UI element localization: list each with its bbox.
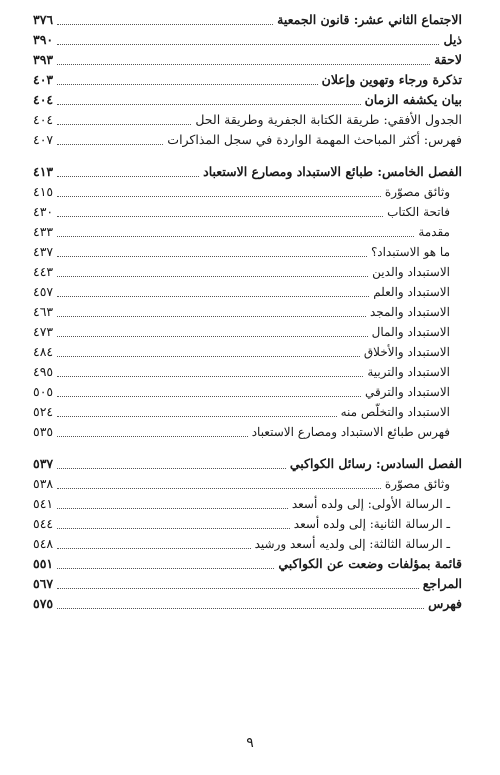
dot-leader xyxy=(57,256,367,257)
dot-leader xyxy=(57,64,430,65)
toc-entry[interactable] xyxy=(33,222,462,242)
toc-entry-title: بيان يكشفه الزمان xyxy=(364,92,462,107)
toc-entry-page-number: ٥٠٥ xyxy=(33,384,54,399)
toc-entry-page-number: ٥٣٨ xyxy=(33,476,54,491)
page-number: ٩ xyxy=(246,735,254,751)
toc-entry-page-number: ٤٣٠ xyxy=(33,204,54,219)
dot-leader xyxy=(57,356,360,357)
dot-leader xyxy=(57,336,367,337)
toc-entry-page-number: ٤٠٤ xyxy=(33,112,54,127)
toc-entry[interactable] xyxy=(33,242,462,262)
toc-section-end-matter xyxy=(33,554,462,614)
toc-entry-page-number: ٤٩٥ xyxy=(33,364,54,379)
toc-entry[interactable] xyxy=(33,282,462,302)
toc-entry-title: الاستبداد والدين xyxy=(372,265,450,279)
toc-entry-page-number: ٤٨٤ xyxy=(33,344,54,359)
toc-entry[interactable] xyxy=(33,10,462,30)
toc-entry[interactable] xyxy=(33,514,462,534)
dot-leader xyxy=(57,296,369,297)
toc-entry[interactable] xyxy=(33,382,462,402)
toc-entry-page-number: ٤٠٣ xyxy=(33,72,54,87)
toc-entry-page-number: ٣٩٠ xyxy=(33,32,54,47)
dot-leader xyxy=(57,236,414,237)
chapter-title: الفصل الخامس: طبائع الاستبداد ومصارع الاستعباد xyxy=(203,164,462,179)
toc-entry-title: وثائق مصوّرة xyxy=(384,185,450,199)
toc-entry-page-number: ٤٧٣ xyxy=(33,324,54,339)
toc-entry[interactable] xyxy=(33,362,462,382)
toc-entry[interactable] xyxy=(33,50,462,70)
toc-entry-title: فهرس طبائع الاستبداد ومصارع الاستعباد xyxy=(251,425,450,439)
dot-leader xyxy=(57,44,439,45)
toc-entry[interactable] xyxy=(33,70,462,90)
toc-entry[interactable] xyxy=(33,262,462,282)
toc-entry-page-number: ٥٥١ xyxy=(33,556,54,571)
toc-entry-title: وثائق مصوّرة xyxy=(384,477,450,491)
toc-entry-title: ـ الرسالة الثانية: إلى ولده أسعد xyxy=(293,517,450,531)
toc-section-appendices xyxy=(33,10,462,150)
toc-entry-title: الاستبداد والعلم xyxy=(373,285,450,299)
toc-entry-page-number: ٤٤٣ xyxy=(33,264,54,279)
toc-entry-title: تذكرة ورجاء وتهوين وإعلان xyxy=(321,72,462,87)
dot-leader xyxy=(57,508,288,509)
toc-entry[interactable] xyxy=(33,182,462,202)
dot-leader xyxy=(57,588,419,589)
toc-entry-page-number: ٣٩٣ xyxy=(33,52,54,67)
section-gap xyxy=(33,150,462,160)
toc-entry-title: الجدول الأفقي: طريقة الكتابة الجفرية وطريقة الحل xyxy=(195,112,462,127)
section-gap xyxy=(33,442,462,452)
dot-leader xyxy=(57,104,360,105)
toc-entry[interactable] xyxy=(33,130,462,150)
dot-leader xyxy=(57,608,424,609)
toc-entry[interactable] xyxy=(33,110,462,130)
dot-leader xyxy=(57,396,361,397)
toc-entry-title: الاستبداد والأخلاق xyxy=(363,345,450,359)
toc-entry-title: مقدمة xyxy=(418,225,450,239)
toc-entry[interactable] xyxy=(33,402,462,422)
dot-leader xyxy=(57,216,383,217)
toc-entry[interactable] xyxy=(33,202,462,222)
toc-entry-title: فهرس xyxy=(428,596,462,611)
toc-entry-title: ـ الرسالة الثالثة: إلى ولديه أسعد ورشيد xyxy=(254,537,450,551)
dot-leader xyxy=(57,276,368,277)
toc-entry-page-number: ٤٦٣ xyxy=(33,304,54,319)
toc-entry-title: الاستبداد والترقي xyxy=(364,385,450,399)
dot-leader xyxy=(57,548,250,549)
toc-entry-page-number: ٤٣٧ xyxy=(33,244,54,259)
toc-chapter-six[interactable] xyxy=(33,452,462,474)
dot-leader xyxy=(57,568,274,569)
toc-entry-page-number: ٤٥٧ xyxy=(33,284,54,299)
dot-leader xyxy=(57,528,290,529)
toc-entry-page-number: ٥٤٤ xyxy=(33,516,54,531)
toc-entry[interactable] xyxy=(33,302,462,322)
toc-entry-page-number: ٥٧٥ xyxy=(33,596,54,611)
chapter-page-number: ٥٣٧ xyxy=(33,456,54,471)
dot-leader xyxy=(57,24,273,25)
toc-entry[interactable] xyxy=(33,342,462,362)
toc-entry-title: المراجع xyxy=(422,576,462,591)
toc-entry[interactable] xyxy=(33,554,462,574)
toc-entry-page-number: ٥٣٥ xyxy=(33,424,54,439)
toc-entry-page-number: ٣٧٦ xyxy=(33,12,54,27)
toc-entry-title: قائمة بمؤلفات وضعت عن الكواكبي xyxy=(278,556,462,571)
toc-entry-title: الاجتماع الثاني عشر: قانون الجمعية xyxy=(277,12,462,27)
toc-entry[interactable] xyxy=(33,422,462,442)
toc-section-chapter-six xyxy=(33,474,462,554)
dot-leader xyxy=(57,84,318,85)
toc-entry-title: فهرس: أكثر المباحث المهمة الواردة في سجل المذاكرات xyxy=(167,132,462,147)
dot-leader xyxy=(57,316,366,317)
dot-leader xyxy=(57,196,381,197)
dot-leader xyxy=(57,376,363,377)
toc-entry-page-number: ٤٠٤ xyxy=(33,92,54,107)
toc-entry-title: ذيل xyxy=(443,32,462,47)
toc-entry-page-number: ٥٢٤ xyxy=(33,404,54,419)
toc-entry-title: الاستبداد والمجد xyxy=(369,305,450,319)
toc-entry-page-number: ٤٠٧ xyxy=(33,132,54,147)
dot-leader xyxy=(57,176,199,177)
toc-entry[interactable] xyxy=(33,322,462,342)
toc-section-chapter-five xyxy=(33,182,462,442)
toc-entry-page-number: ٥٦٧ xyxy=(33,576,54,591)
toc-entry[interactable] xyxy=(33,574,462,594)
toc-entry[interactable] xyxy=(33,30,462,50)
toc-chapter-five[interactable] xyxy=(33,160,462,182)
dot-leader xyxy=(57,488,381,489)
toc-entry-title: الاستبداد والتربية xyxy=(367,365,450,379)
dot-leader xyxy=(57,436,248,437)
toc-entry-page-number: ٥٤٨ xyxy=(33,536,54,551)
toc-entry-title: الاستبداد والتخلّص منه xyxy=(340,405,450,419)
toc-entry-title: ما هو الاستبداد؟ xyxy=(370,245,450,259)
dot-leader xyxy=(57,416,336,417)
toc-entry-title: ـ الرسالة الأولى: إلى ولده أسعد xyxy=(291,497,450,511)
toc-entry-page-number: ٥٤١ xyxy=(33,496,54,511)
toc-entry[interactable] xyxy=(33,474,462,494)
toc-entry-title: لاحقة xyxy=(434,52,462,67)
toc-entry[interactable] xyxy=(33,534,462,554)
toc-entry[interactable] xyxy=(33,494,462,514)
toc-entry-title: فاتحة الكتاب xyxy=(387,205,450,219)
chapter-page-number: ٤١٣ xyxy=(33,164,54,179)
toc-entry-page-number: ٤٣٣ xyxy=(33,224,54,239)
toc-entry[interactable] xyxy=(33,90,462,110)
toc-entry[interactable] xyxy=(33,594,462,614)
toc-entry-page-number: ٤١٥ xyxy=(33,184,54,199)
dot-leader xyxy=(57,124,191,125)
table-of-contents xyxy=(33,10,462,614)
dot-leader xyxy=(57,144,163,145)
dot-leader xyxy=(57,468,286,469)
chapter-title: الفصل السادس: رسائل الكواكبي xyxy=(289,456,462,471)
toc-entry-title: الاستبداد والمال xyxy=(371,325,450,339)
